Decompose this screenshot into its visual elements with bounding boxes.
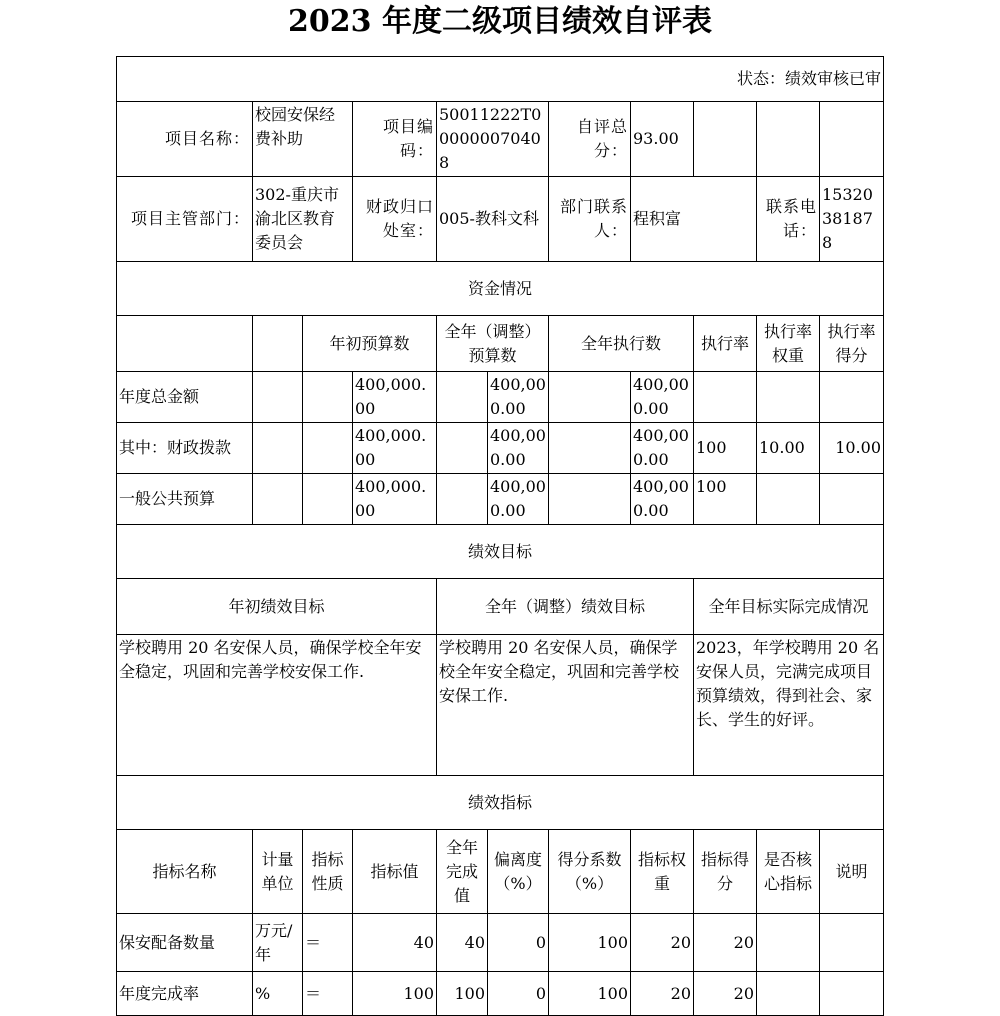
evaluation-table bbox=[116, 56, 884, 1016]
page-title: 2023 年度二级项目绩效自评表 bbox=[288, 4, 712, 39]
funds-header-weight: 执行率权重 bbox=[757, 316, 820, 372]
ind-deviation: 0 bbox=[488, 914, 549, 972]
goals-content-row bbox=[117, 635, 884, 776]
info-row-2 bbox=[117, 177, 884, 262]
funds-row-executed: 400,000.00 bbox=[631, 372, 694, 423]
ind-header-deviation: 偏离度（%） bbox=[488, 830, 549, 914]
goals-section-title: 绩效目标 bbox=[117, 525, 884, 579]
ind-header-weight: 指标权重 bbox=[631, 830, 694, 914]
ind-note bbox=[820, 914, 884, 972]
funds-row-score bbox=[820, 372, 884, 423]
finance-office-label: 财政归口处室： bbox=[353, 177, 437, 262]
ind-core bbox=[757, 972, 820, 1016]
ind-header-core: 是否核心指标 bbox=[757, 830, 820, 914]
funds-row-score: 10.00 bbox=[820, 423, 884, 474]
contact-value: 程积富 bbox=[631, 177, 757, 262]
ind-header-name: 指标名称 bbox=[117, 830, 253, 914]
goals-header-actual: 全年目标实际完成情况 bbox=[694, 579, 884, 635]
dept-label: 项目主管部门： bbox=[117, 177, 253, 262]
goals-adjusted-text: 学校聘用 20 名安保人员，确保学校全年安全稳定，巩固和完善学校安保工作. bbox=[437, 635, 694, 776]
funds-header-row bbox=[117, 316, 884, 372]
funds-row-executed: 400,000.00 bbox=[631, 423, 694, 474]
ind-nature: ＝ bbox=[303, 972, 353, 1016]
goals-section-row bbox=[117, 525, 884, 579]
ind-weight: 20 bbox=[631, 972, 694, 1016]
ind-name: 保安配备数量 bbox=[117, 914, 253, 972]
funds-row-weight: 10.00 bbox=[757, 423, 820, 474]
project-code-label: 项目编码： bbox=[353, 102, 437, 177]
funds-section-row bbox=[117, 262, 884, 316]
funds-row-weight bbox=[757, 474, 820, 525]
funds-row-rate: 100 bbox=[694, 474, 757, 525]
ind-coef: 100 bbox=[549, 914, 631, 972]
ind-deviation: 0 bbox=[488, 972, 549, 1016]
finance-office-value: 005-教科文科 bbox=[437, 177, 549, 262]
ind-value: 100 bbox=[353, 972, 437, 1016]
funds-header-initial: 年初预算数 bbox=[303, 316, 437, 372]
self-score-value: 93.00 bbox=[631, 102, 694, 177]
ind-nature: ＝ bbox=[303, 914, 353, 972]
funds-section-title: 资金情况 bbox=[117, 262, 884, 316]
funds-row-rate: 100 bbox=[694, 423, 757, 474]
project-code-value: 50011222T000000070408 bbox=[437, 102, 549, 177]
ind-header-coef: 得分系数（%） bbox=[549, 830, 631, 914]
goals-header-initial: 年初绩效目标 bbox=[117, 579, 437, 635]
funds-header-executed: 全年执行数 bbox=[549, 316, 694, 372]
indicators-section-title: 绩效指标 bbox=[117, 776, 884, 830]
funds-header-rate: 执行率 bbox=[694, 316, 757, 372]
ind-score: 20 bbox=[694, 914, 757, 972]
ind-value: 40 bbox=[353, 914, 437, 972]
funds-row-adjusted: 400,000.00 bbox=[488, 474, 549, 525]
ind-header-note: 说明 bbox=[820, 830, 884, 914]
goals-actual-text: 2023，年学校聘用 20 名安保人员，完满完成项目预算绩效，得到社会、家长、学生的好评。 bbox=[694, 635, 884, 776]
ind-core bbox=[757, 914, 820, 972]
self-score-label: 自评总分： bbox=[549, 102, 631, 177]
goals-initial-text: 学校聘用 20 名安保人员，确保学校全年安全稳定，巩固和完善学校安保工作. bbox=[117, 635, 437, 776]
phone-value: 15320381878 bbox=[820, 177, 884, 262]
ind-header-unit: 计量单位 bbox=[253, 830, 303, 914]
contact-label: 部门联系人： bbox=[549, 177, 631, 262]
indicators-header-row bbox=[117, 830, 884, 914]
status-text: 状态：绩效审核已审 bbox=[117, 57, 884, 102]
ind-done: 100 bbox=[437, 972, 488, 1016]
funds-header-score: 执行率得分 bbox=[820, 316, 884, 372]
funds-row-name: 年度总金额 bbox=[117, 372, 253, 423]
funds-row bbox=[117, 372, 884, 423]
ind-header-value: 指标值 bbox=[353, 830, 437, 914]
ind-coef: 100 bbox=[549, 972, 631, 1016]
goals-header-row bbox=[117, 579, 884, 635]
phone-label: 联系电话： bbox=[757, 177, 820, 262]
ind-done: 40 bbox=[437, 914, 488, 972]
funds-row-score bbox=[820, 474, 884, 525]
funds-header-adjusted: 全年（调整）预算数 bbox=[437, 316, 549, 372]
ind-unit: 万元/年 bbox=[253, 914, 303, 972]
funds-row-name: 一般公共预算 bbox=[117, 474, 253, 525]
funds-row-adjusted: 400,000.00 bbox=[488, 372, 549, 423]
ind-header-done: 全年完成值 bbox=[437, 830, 488, 914]
funds-row-initial: 400,000.00 bbox=[353, 423, 437, 474]
funds-row-weight bbox=[757, 372, 820, 423]
project-name-label: 项目名称： bbox=[117, 102, 253, 177]
ind-score: 20 bbox=[694, 972, 757, 1016]
ind-header-nature: 指标性质 bbox=[303, 830, 353, 914]
ind-weight: 20 bbox=[631, 914, 694, 972]
funds-row-initial: 400,000.00 bbox=[353, 474, 437, 525]
funds-row-rate bbox=[694, 372, 757, 423]
info-row-1 bbox=[117, 102, 884, 177]
ind-name: 年度完成率 bbox=[117, 972, 253, 1016]
ind-header-score: 指标得分 bbox=[694, 830, 757, 914]
dept-value: 302-重庆市渝北区教育委员会 bbox=[253, 177, 353, 262]
indicator-row bbox=[117, 914, 884, 972]
funds-row-initial: 400,000.00 bbox=[353, 372, 437, 423]
indicator-row bbox=[117, 972, 884, 1016]
goals-header-adjusted: 全年（调整）绩效目标 bbox=[437, 579, 694, 635]
funds-row bbox=[117, 423, 884, 474]
project-name-value: 校园安保经费补助 bbox=[253, 102, 353, 177]
funds-row-adjusted: 400,000.00 bbox=[488, 423, 549, 474]
funds-row bbox=[117, 474, 884, 525]
indicators-section-row bbox=[117, 776, 884, 830]
status-row bbox=[117, 57, 884, 102]
funds-row-executed: 400,000.00 bbox=[631, 474, 694, 525]
ind-unit: % bbox=[253, 972, 303, 1016]
funds-row-name: 其中：财政拨款 bbox=[117, 423, 253, 474]
ind-note bbox=[820, 972, 884, 1016]
